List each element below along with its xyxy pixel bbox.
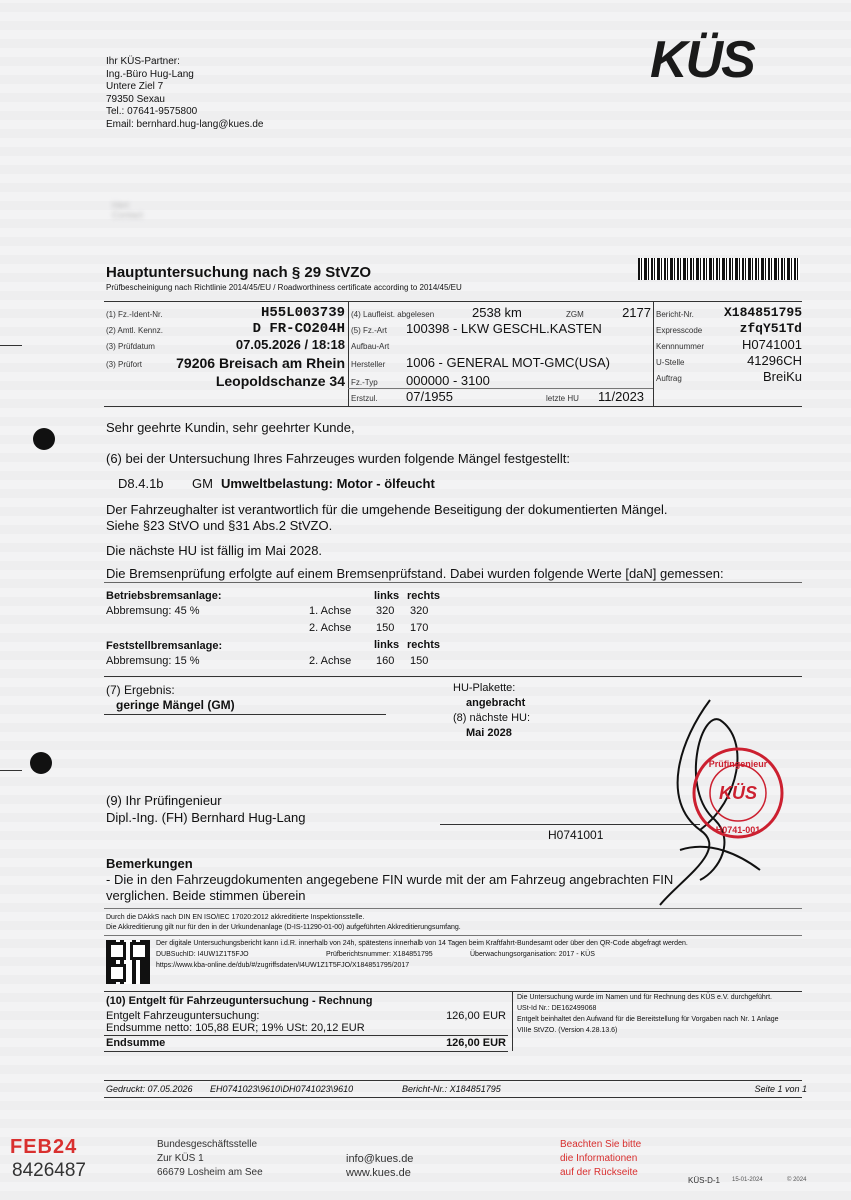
kba-url[interactable]: https://www.kba-online.de/dub/#/zugriffsdaten/I4UW1Z1T5FJO/X184851795/2017 bbox=[156, 962, 410, 969]
parking-brake-title: Feststellbremsanlage: bbox=[106, 640, 223, 652]
print-codes: EH0741023\9610\DH0741023\9610 bbox=[210, 1084, 354, 1094]
partner-phone: Tel.: 07641-9575800 bbox=[106, 106, 198, 117]
invoice-note1: Die Untersuchung wurde im Namen und für Rechnung des KÜS e.V. durchgeführt. bbox=[517, 994, 772, 1001]
lasthu-value: 11/2023 bbox=[598, 389, 645, 404]
footer-office bbox=[157, 1138, 263, 1180]
accreditation-line1: Durch die DAkkS nach DIN EN ISO/IEC 17020:2012 akkreditierte Inspektionsstelle. bbox=[106, 914, 365, 921]
zgm-value: 2177 bbox=[622, 305, 651, 320]
invoice-row1-label: Entgelt Fahrzeuguntersuchung: bbox=[106, 1010, 260, 1022]
defect-code: D8.4.1b bbox=[118, 476, 164, 491]
engineer-stamp bbox=[690, 745, 786, 841]
erstzul-value: 07/1955 bbox=[406, 389, 453, 404]
service-col-right: rechts bbox=[407, 590, 441, 602]
partner-email: Email: bernhard.hug-lang@kues.de bbox=[106, 118, 264, 130]
report-nr-label: Bericht-Nr. bbox=[656, 310, 694, 319]
maker-label: Hersteller bbox=[351, 360, 386, 369]
footer-form-date: 15-01-2024 bbox=[732, 1177, 763, 1183]
invoice-row1-value: 126,00 EUR bbox=[446, 1010, 506, 1022]
place-label: (3) Prüfort bbox=[106, 360, 143, 369]
partner-block bbox=[106, 56, 263, 131]
invoice-top-rule bbox=[104, 991, 802, 992]
parking-col-right: rechts bbox=[407, 639, 441, 651]
engineer-name: Dipl.-Ing. (FH) Bernhard Hug-Lang bbox=[106, 810, 306, 825]
km-value: 2538 km bbox=[472, 305, 522, 320]
invoice-note3: Entgelt beinhaltet den Aufwand für die Bereitstellung für Vorgaben nach Nr. 1 Anlage bbox=[517, 1016, 779, 1023]
stamp-top-text: Prüfingenieur bbox=[708, 759, 768, 769]
date-label: (3) Prüfdatum bbox=[106, 342, 155, 351]
footer-note bbox=[560, 1138, 641, 1180]
invoice-divider bbox=[512, 991, 513, 1051]
result-value: geringe Mängel (GM) bbox=[116, 698, 235, 712]
footer-note-line3: auf der Rückseite bbox=[560, 1167, 638, 1178]
express-label: Expresscode bbox=[656, 326, 703, 335]
next-hu-value: Mai 2028 bbox=[466, 727, 512, 739]
table-divider-2 bbox=[653, 301, 654, 406]
accreditation-rule bbox=[104, 935, 802, 936]
kues-logo: KÜS bbox=[650, 31, 754, 89]
next-hu-label: (8) nächste HU: bbox=[453, 712, 531, 724]
responsibility-line2: Siehe §23 StVO und §31 Abs.2 StVZO. bbox=[106, 518, 333, 533]
stamp-bottom-text: H0741-001 bbox=[715, 825, 761, 835]
date-value: 07.05.2026 / 18:18 bbox=[235, 337, 345, 352]
report-nr-value: X184851795 bbox=[723, 305, 802, 320]
service-row1-right: 320 bbox=[410, 605, 429, 617]
invoice-sum-value: 126,00 EUR bbox=[446, 1037, 506, 1049]
body-label: Aufbau-Art bbox=[351, 342, 390, 351]
defect-class: GM bbox=[192, 476, 213, 491]
invoice-bottom-rule bbox=[104, 1051, 508, 1052]
defect-text: Umweltbelastung: Motor - ölfeucht bbox=[221, 476, 435, 491]
parking-brake-rate: Abbremsung: 15 % bbox=[106, 655, 200, 667]
type-label: (5) Fz.-Art bbox=[351, 326, 387, 335]
fin-label: (1) Fz.-Ident-Nr. bbox=[106, 310, 163, 319]
engineer-kenn: H0741001 bbox=[548, 828, 604, 842]
service-row1-left: 320 bbox=[376, 605, 395, 617]
invoice-note4: VIIIe StVZO. (Version 4.28.13.6) bbox=[517, 1027, 618, 1034]
print-line-rule-bottom bbox=[104, 1097, 802, 1098]
partner-city: 79350 Sexau bbox=[106, 93, 165, 105]
auftrag-label: Auftrag bbox=[656, 374, 682, 383]
digital-report-text: Der digitale Untersuchungsbericht kann i.d.R. innerhalb von 24h, spätestens innerhalb von 14 Tagen beim Kraftfahrt-Bundesamt oder über den QR-Code abgefragt werden. bbox=[156, 940, 688, 947]
partner-name: Ing.-Büro Hug-Lang bbox=[106, 68, 194, 80]
remarks-rule bbox=[104, 908, 802, 909]
maker-value: 1006 - GENERAL MOT-GMC(USA) bbox=[406, 355, 610, 370]
barcode bbox=[638, 258, 800, 280]
place-line2: Leopoldschanze 34 bbox=[215, 373, 345, 389]
punch-hole-bottom bbox=[30, 752, 52, 774]
page-title: Hauptuntersuchung nach § 29 StVZO bbox=[106, 264, 372, 281]
dubs-id: DUBSuchID: I4UW1Z1T5FJO bbox=[156, 951, 249, 958]
punch-hole-top bbox=[33, 428, 55, 450]
recipient-line1: Herr bbox=[112, 200, 130, 210]
invoice-sum-label: Endsumme bbox=[106, 1037, 166, 1049]
printed-date: Gedruckt: 07.05.2026 bbox=[106, 1084, 193, 1094]
footer-office-line2: Zur KÜS 1 bbox=[157, 1153, 204, 1164]
footer-website[interactable]: www.kues.de bbox=[346, 1167, 411, 1179]
express-value: zfqY51Td bbox=[739, 321, 802, 336]
recipient-line2: Contact bbox=[112, 210, 144, 220]
invoice-row2-label: Endsumme netto: 105,88 EUR; 19% USt: 20,12 EUR bbox=[106, 1022, 365, 1034]
footer-stamp-month: FEB24 bbox=[10, 1136, 78, 1158]
result-label: (7) Ergebnis: bbox=[106, 683, 175, 697]
qr-code[interactable] bbox=[106, 940, 150, 984]
remarks-line1: - Die in den Fahrzeugdokumenten angegebene FIN wurde mit der am Fahrzeug angebrachten FIN bbox=[106, 872, 674, 887]
result-rule bbox=[104, 714, 386, 715]
recipient-block bbox=[112, 200, 143, 220]
service-row1-axle: 1. Achse bbox=[309, 605, 352, 617]
table-top-rule bbox=[104, 301, 802, 302]
responsibility-line1: Der Fahrzeughalter ist verantwortlich für die umgehende Beseitigung der dokumentierten Mängel. bbox=[106, 502, 668, 517]
service-brake-title: Betriebsbremsanlage: bbox=[106, 590, 222, 602]
service-row2-axle: 2. Achse bbox=[309, 622, 352, 634]
plakette-value: angebracht bbox=[466, 697, 526, 709]
pb-number: Prüfberichtsnummer: X184851795 bbox=[326, 951, 433, 958]
fztyp-label: Fz.-Typ bbox=[351, 378, 378, 387]
oversight-org: Überwachungsorganisation: 2017 - KÜS bbox=[470, 951, 595, 958]
footer-copyright: © 2024 bbox=[787, 1177, 807, 1183]
print-line-rule bbox=[104, 1080, 802, 1081]
page-number: Seite 1 von 1 bbox=[754, 1084, 807, 1094]
remarks-title: Bemerkungen bbox=[106, 856, 193, 871]
service-col-left: links bbox=[374, 590, 400, 602]
ustelle-value: 41296CH bbox=[747, 353, 802, 368]
plate-label: (2) Amtl. Kennz. bbox=[106, 326, 163, 335]
kenn-label: Kennnummer bbox=[656, 342, 705, 351]
footer-note-line2: die Informationen bbox=[560, 1153, 638, 1164]
kenn-value: H0741001 bbox=[742, 337, 802, 352]
km-label: (4) Laufleist. abgelesen bbox=[351, 310, 435, 319]
plate-value: D FR-CO204H bbox=[252, 321, 345, 337]
brake-rule bbox=[104, 582, 802, 583]
fin-value: H55L003739 bbox=[260, 305, 345, 321]
remarks-line2: verglichen. Beide stimmen überein bbox=[106, 888, 306, 903]
zgm-label: ZGM bbox=[566, 310, 584, 319]
footer-email[interactable]: info@kues.de bbox=[346, 1153, 414, 1165]
print-report-nr: Bericht-Nr.: X184851795 bbox=[402, 1084, 501, 1094]
brake-intro: Die Bremsenprüfung erfolgte auf einem Bremsenprüfstand. Dabei wurden folgende Werte [daN] gemessen: bbox=[106, 566, 724, 581]
stamp-mid-text: KÜS bbox=[718, 783, 758, 803]
partner-heading: Ihr KÜS-Partner: bbox=[106, 56, 180, 67]
parking-row1-left: 160 bbox=[376, 655, 395, 667]
accreditation-line2: Die Akkreditierung gilt nur für den in der Urkundenanlage (D-IS-11290-01-00) aufgeführten Akkreditierungsumfang. bbox=[106, 924, 461, 931]
footer-office-line1: Bundesgeschäftsstelle bbox=[157, 1139, 258, 1150]
service-row2-left: 150 bbox=[376, 622, 395, 634]
auftrag-value: BreiKu bbox=[762, 369, 802, 384]
fztyp-value: 000000 - 3100 bbox=[406, 373, 490, 388]
footer-office-line3: 66679 Losheim am See bbox=[157, 1167, 263, 1178]
erstzul-label: Erstzul. bbox=[351, 394, 378, 403]
greeting: Sehr geehrte Kundin, sehr geehrter Kunde, bbox=[106, 420, 355, 435]
footer-web bbox=[346, 1152, 413, 1180]
parking-col-left: links bbox=[374, 639, 400, 651]
table-divider-1 bbox=[348, 301, 349, 406]
result-top-rule bbox=[104, 676, 802, 677]
type-value: 100398 - LKW GESCHL.KASTEN bbox=[406, 321, 602, 336]
invoice-note2: USt-Id Nr.: DE162499068 bbox=[517, 1005, 597, 1012]
footer-form: KÜS-D-1 bbox=[688, 1176, 721, 1185]
service-brake-rate: Abbremsung: 45 % bbox=[106, 605, 200, 617]
defects-intro: (6) bei der Untersuchung Ihres Fahrzeuges wurden folgende Mängel festgestellt: bbox=[106, 451, 570, 466]
invoice-title: (10) Entgelt für Fahrzeuguntersuchung - Rechnung bbox=[106, 995, 373, 1007]
place-line1: 79206 Breisach am Rhein bbox=[176, 355, 345, 371]
invoice-sum-rule bbox=[104, 1035, 508, 1036]
ustelle-label: U-Stelle bbox=[656, 358, 685, 367]
next-hu-text: Die nächste HU ist fällig im Mai 2028. bbox=[106, 543, 323, 558]
service-row2-right: 170 bbox=[410, 622, 429, 634]
partner-street: Untere Ziel 7 bbox=[106, 81, 164, 92]
lasthu-label: letzte HU bbox=[546, 394, 579, 403]
parking-row1-axle: 2. Achse bbox=[309, 655, 352, 667]
footer-stamp-number: 8426487 bbox=[12, 1160, 86, 1181]
page-subtitle: Prüfbescheinigung nach Richtlinie 2014/45/EU / Roadworthiness certificate according to 2014/45/EU bbox=[106, 283, 462, 292]
plakette-label: HU-Plakette: bbox=[453, 682, 516, 694]
parking-row1-right: 150 bbox=[410, 655, 429, 667]
footer-note-line1: Beachten Sie bitte bbox=[560, 1139, 642, 1150]
fold-mark-bottom bbox=[0, 770, 22, 771]
table-bottom-rule bbox=[104, 406, 802, 407]
engineer-label: (9) Ihr Prüfingenieur bbox=[106, 793, 222, 808]
fold-mark-top bbox=[0, 345, 22, 346]
